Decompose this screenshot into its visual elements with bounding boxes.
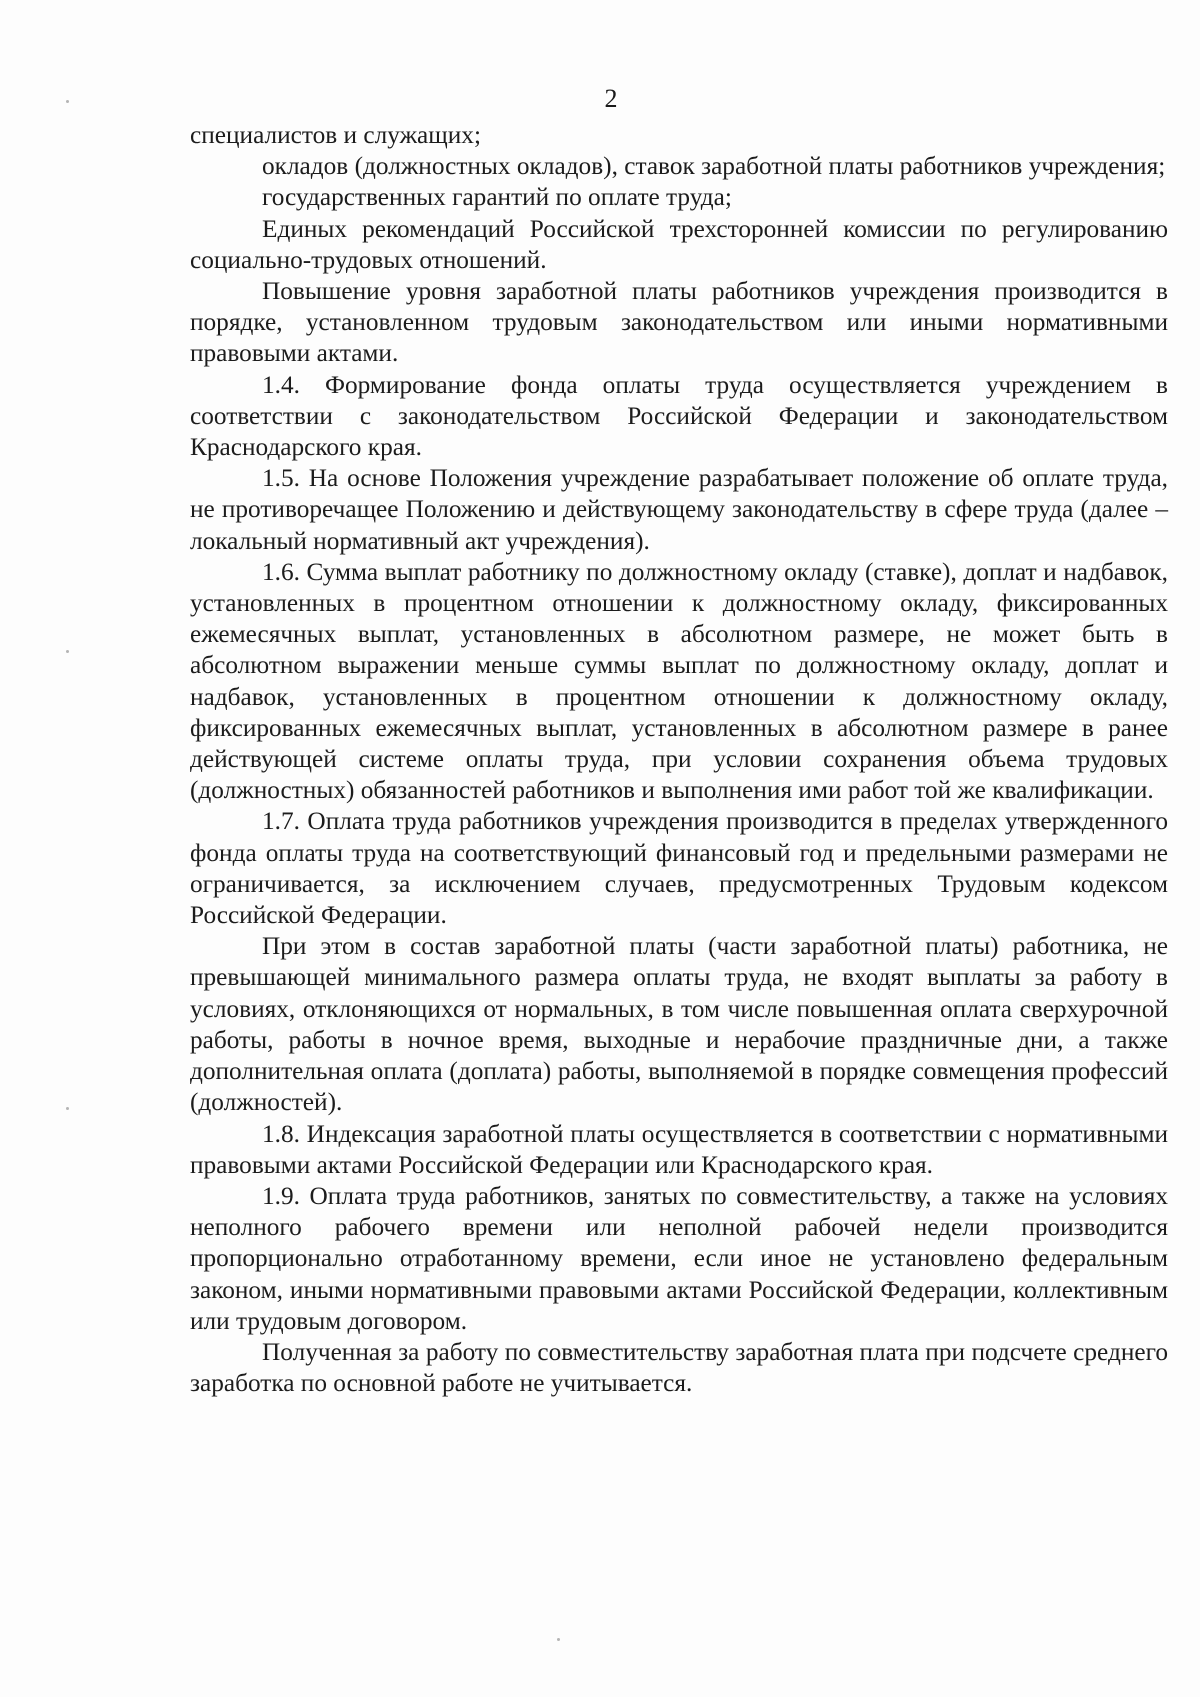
page-number: 2: [604, 84, 618, 113]
paragraph-section-1-7: 1.7. Оплата труда работников учреждения производится в пределах утвержденного фонда оплаты труда на соответствующий финансовый год и предельными размерами не ограничивается, за исключением случаев, предусмотренных Трудовым кодексом Российской Федерации.: [190, 807, 1168, 930]
paragraph-section-1-4: 1.4. Формирование фонда оплаты труда осуществляется учреждением в соответствии с законодательством Российской Федерации и законодательством Краснодарского края.: [190, 370, 1168, 462]
scan-speck: [66, 1107, 69, 1110]
paragraph: Единых рекомендаций Российской трехсторонней комиссии по регулированию социально-трудовых отношений.: [190, 214, 1168, 274]
paragraph: окладов (должностных окладов), ставок заработной платы работников учреждения;: [262, 152, 1166, 181]
paragraph-section-1-8: 1.8. Индексация заработной платы осуществляется в соответствии с нормативными правовыми актами Российской Федерации или Краснодарского края.: [190, 1119, 1168, 1179]
scan-speck: [66, 650, 69, 653]
paragraph: государственных гарантий по оплате труда;: [262, 183, 732, 212]
scan-speck: [557, 1638, 560, 1641]
paragraph: специалистов и служащих;: [190, 121, 481, 149]
paragraph-section-1-9: 1.9. Оплата труда работников, занятых по совместительству, а также на условиях неполного рабочего времени или неполной рабочей недели производится пропорционально отработанному времени, если иное не установлено федеральным законом, иными нормативными правовыми актами Российской Федерации, коллективным или трудовым договором.: [190, 1181, 1168, 1335]
paragraph-section-1-6: 1.6. Сумма выплат работнику по должностному окладу (ставке), доплат и надбавок, установленных в процентном отношении к должностному окладу, фиксированных ежемесячных выплат, установленных в абсолютном размере, не может быть в абсолютном выражении меньше суммы выплат по должностному окладу, доплат и надбавок, установленных в процентном отношении к должностному окладу, фиксированных ежемесячных выплат, установленных в абсолютном размере в ранее действующей системе оплаты труда, при условии сохранения объема трудовых (должностных) обязанностей работников и выполнения ими работ той же квалификации.: [190, 557, 1168, 805]
paragraph: Полученная за работу по совместительству заработная плата при подсчете среднего заработка по основной работе не учитывается.: [190, 1337, 1168, 1398]
paragraph-section-1-5: 1.5. На основе Положения учреждение разрабатывает положение об оплате труда, не противоречащее Положению и действующему законодательству в сфере труда (далее – локальный нормативный акт учреждения).: [190, 464, 1168, 555]
paragraph: При этом в состав заработной платы (части заработной платы) работника, не превышающей минимального размера оплаты труда, не входят выплаты за работу в условиях, отклоняющихся от нормальных, в том числе повышенная оплата сверхурочной работы, работы в ночное время, выходные и нерабочие праздничные дни, а также дополнительная оплата (доплата) работы, выполняемой в порядке совмещения профессий (должностей).: [190, 932, 1168, 1117]
paragraph: Повышение уровня заработной платы работников учреждения производится в порядке, установленном трудовым законодательством или иными нормативными правовыми актами.: [190, 277, 1168, 368]
document-body: [190, 120, 1168, 1399]
